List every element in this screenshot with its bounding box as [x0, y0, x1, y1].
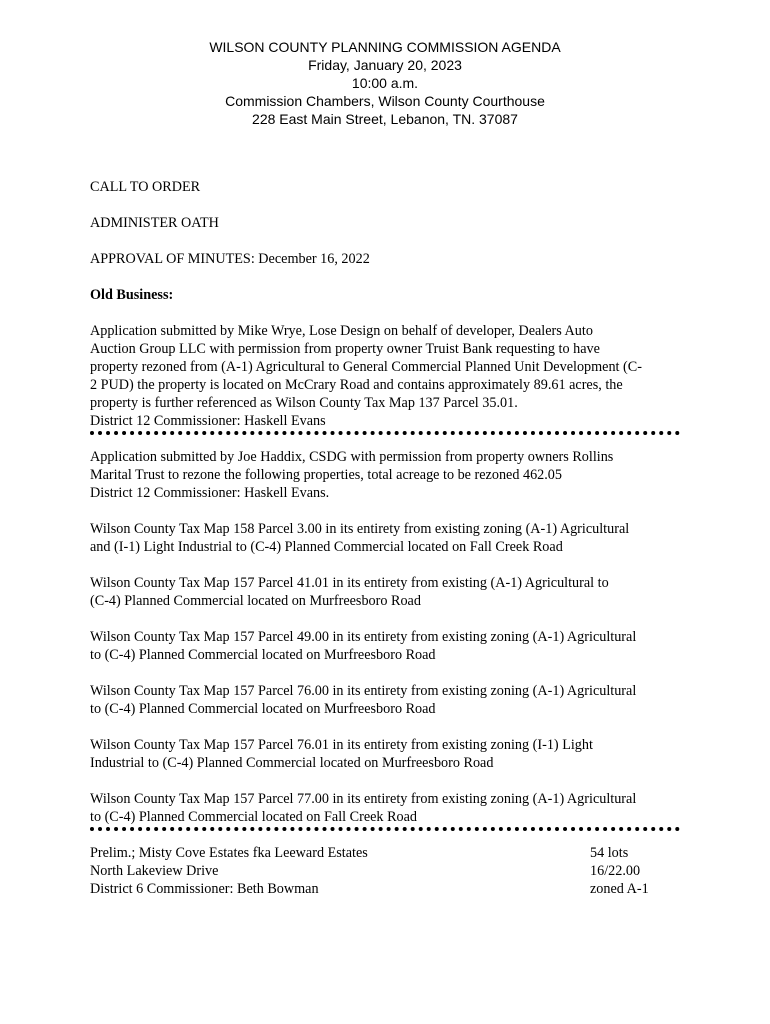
item-line: Application submitted by Joe Haddix, CSDG with permission from property owners Rollins [90, 449, 614, 465]
prelim-zoning: zoned A-1 [590, 881, 649, 897]
agenda-item-misty-cove [90, 844, 690, 898]
old-business-heading: Old Business: [90, 287, 174, 303]
prelim-lots: 54 lots [590, 845, 629, 861]
header-address: 228 East Main Street, Lebanon, TN. 37087 [252, 111, 518, 127]
item-line: Application submitted by Mike Wrye, Lose Design on behalf of developer, Dealers Auto [90, 323, 593, 339]
prelim-row [90, 880, 652, 898]
header-date: Friday, January 20, 2023 [308, 57, 462, 73]
item-line: Auction Group LLC with permission from property owner Truist Bank requesting to have [90, 341, 600, 357]
agenda-header [0, 38, 770, 128]
item-commissioner: District 12 Commissioner: Haskell Evans. [90, 485, 330, 501]
parcel-entry [90, 520, 690, 556]
parcel-line: Wilson County Tax Map 157 Parcel 76.01 in its entirety from existing zoning (I-1) Light [90, 737, 593, 753]
parcel-line: Wilson County Tax Map 158 Parcel 3.00 in its entirety from existing zoning (A-1) Agricultural [90, 521, 630, 537]
item-line: Marital Trust to rezone the following properties, total acreage to be rezoned 462.05 [90, 467, 562, 483]
item-line: property rezoned from (A-1) Agricultural to General Commercial Planned Unit Development (C- [90, 359, 642, 375]
parcel-entry [90, 574, 690, 610]
item-line: property is further referenced as Wilson County Tax Map 137 Parcel 35.01. [90, 395, 518, 411]
parcel-line: Wilson County Tax Map 157 Parcel 49.00 in its entirety from existing zoning (A-1) Agricultural [90, 629, 637, 645]
parcel-line: Wilson County Tax Map 157 Parcel 76.00 in its entirety from existing zoning (A-1) Agricultural [90, 683, 637, 699]
parcel-line: to (C-4) Planned Commercial located on Fall Creek Road [90, 809, 418, 825]
agenda-body [90, 178, 690, 898]
header-title: WILSON COUNTY PLANNING COMMISSION AGENDA [209, 39, 561, 55]
parcel-line: (C-4) Planned Commercial located on Murfreesboro Road [90, 593, 421, 609]
parcel-line: Wilson County Tax Map 157 Parcel 41.01 in its entirety from existing (A-1) Agricultural to [90, 575, 609, 591]
item-commissioner: District 12 Commissioner: Haskell Evans [90, 413, 326, 429]
parcel-entry [90, 790, 690, 826]
prelim-row [90, 862, 652, 880]
agenda-item-rollins-trust [90, 448, 690, 502]
parcel-line: Wilson County Tax Map 157 Parcel 77.00 in its entirety from existing zoning (A-1) Agricultural [90, 791, 637, 807]
parcel-entry [90, 628, 690, 664]
header-location: Commission Chambers, Wilson County Courthouse [225, 93, 545, 109]
prelim-map: 16/22.00 [590, 863, 641, 879]
agenda-item-dealers-auto [90, 322, 690, 430]
header-time: 10:00 a.m. [351, 75, 419, 91]
administer-oath: ADMINISTER OATH [90, 215, 219, 231]
parcel-entry [90, 682, 690, 718]
parcel-line: to (C-4) Planned Commercial located on Murfreesboro Road [90, 647, 436, 663]
parcel-line: to (C-4) Planned Commercial located on Murfreesboro Road [90, 701, 436, 717]
parcel-line: Industrial to (C-4) Planned Commercial located on Murfreesboro Road [90, 755, 494, 771]
parcel-entry [90, 736, 690, 772]
prelim-commissioner: District 6 Commissioner: Beth Bowman [90, 881, 319, 897]
item-line: 2 PUD) the property is located on McCrary Road and contains approximately 89.61 acres, the [90, 377, 623, 393]
prelim-row [90, 844, 652, 862]
approval-of-minutes: APPROVAL OF MINUTES: December 16, 2022 [90, 251, 370, 267]
call-to-order: CALL TO ORDER [90, 179, 201, 195]
parcel-line: and (I-1) Light Industrial to (C-4) Planned Commercial located on Fall Creek Road [90, 539, 563, 555]
prelim-name: Prelim.; Misty Cove Estates fka Leeward Estates [90, 845, 368, 861]
prelim-location: North Lakeview Drive [90, 863, 219, 879]
